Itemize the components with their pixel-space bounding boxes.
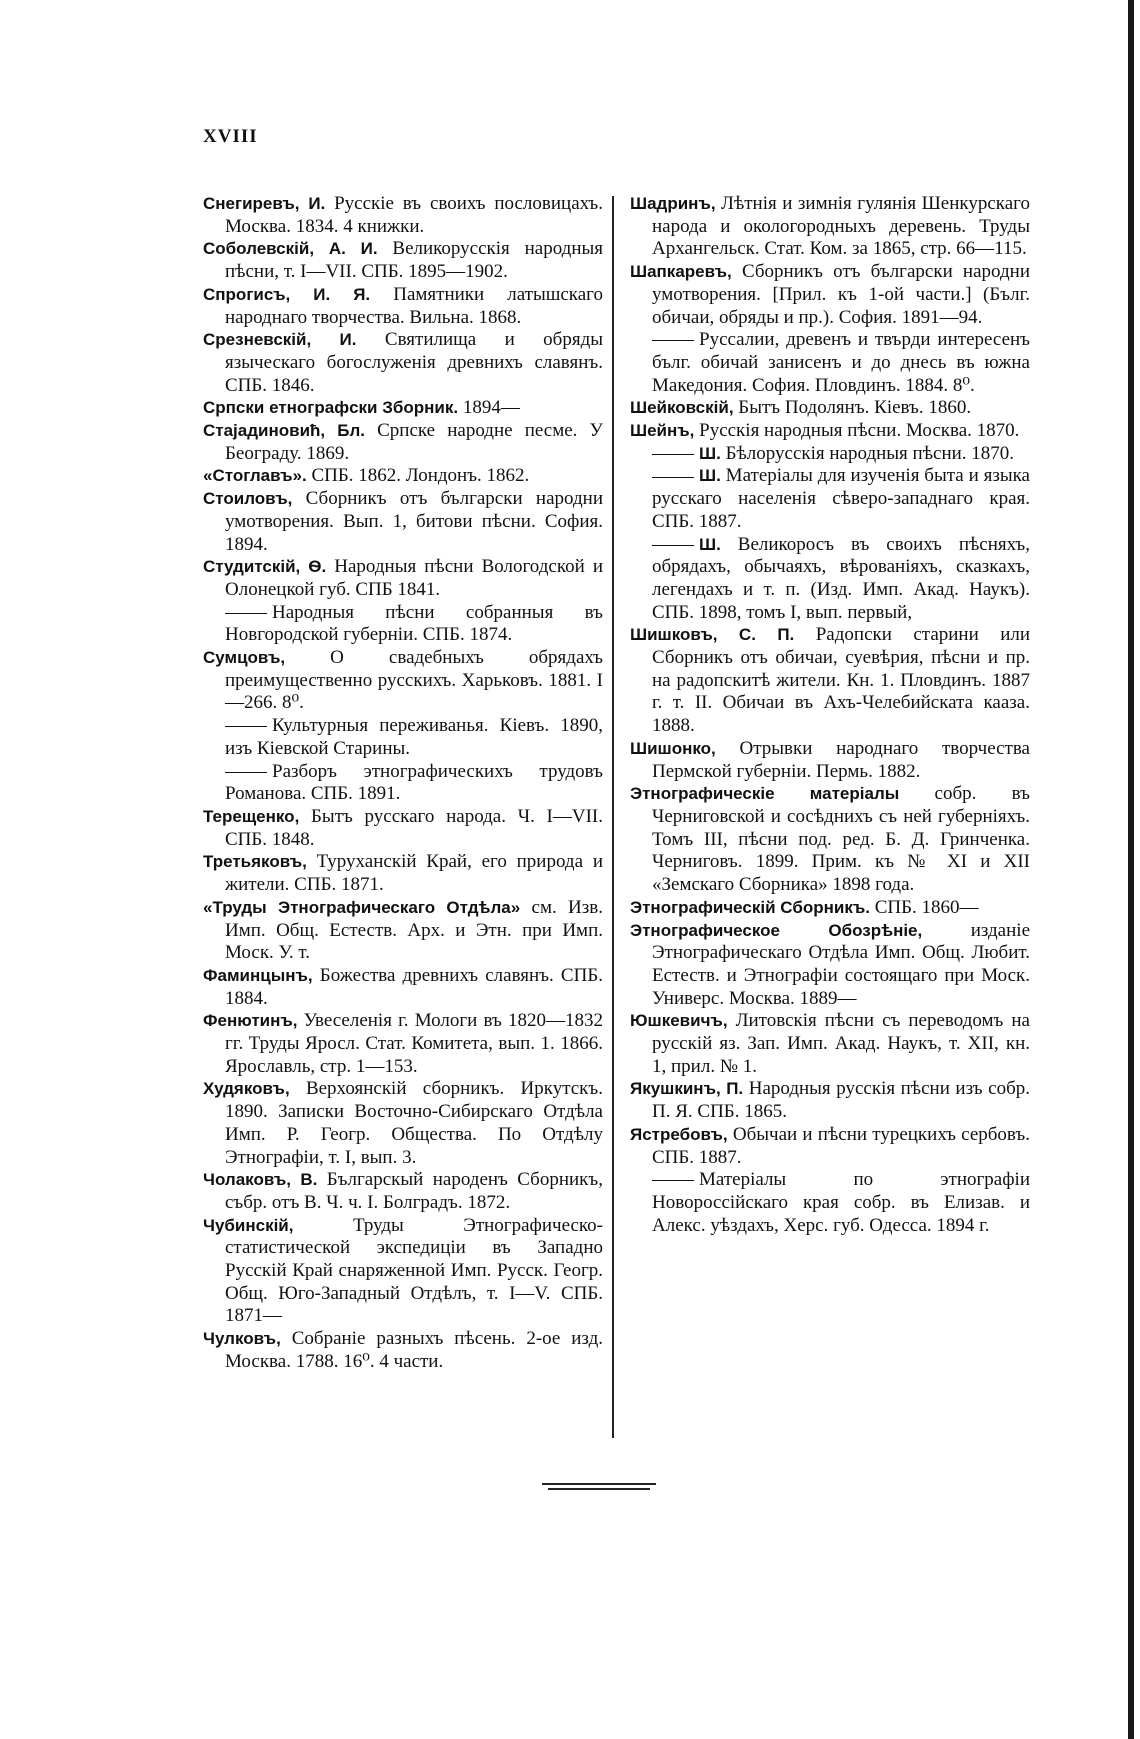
entry-author: Фаминцынъ, [203, 965, 313, 985]
right-column [630, 193, 1030, 1237]
repeat-author-dash [225, 613, 267, 614]
bibliography-entry [203, 465, 603, 488]
entry-text: Великорусскія народныя пѣсни, т. I—VII. СПБ. 1895—1902. [225, 238, 603, 283]
bibliography-entry [630, 783, 1030, 897]
entry-text: Сборникъ отъ български народни умотворения. Вып. 1, битови пѣсни. София. 1894. [225, 488, 603, 555]
entry-author: Ш. [699, 443, 721, 463]
entry-text: Српске народне песме. У Београду. 1869. [225, 420, 604, 464]
entry-author: Срезневскій, И. [203, 330, 357, 350]
bibliography-entry [630, 329, 1030, 397]
entry-text: СПБ. 1862. Лондонъ. 1862. [306, 465, 530, 487]
bibliography-entry [630, 738, 1030, 783]
entry-author: Шейковскій, [630, 398, 734, 418]
entry-author: «Стоглавъ». [203, 466, 307, 486]
bibliography-entry [203, 193, 603, 238]
entry-text: Бытъ русскаго народа. Ч. I—VII. СПБ. 1848. [225, 805, 603, 850]
entry-author: Ш. [699, 466, 721, 486]
entry-text: Русскія народныя пѣсни. Москва. 1870. [694, 420, 1020, 442]
entry-author: Стоиловъ, [203, 489, 293, 509]
repeat-author-dash [652, 545, 694, 546]
entry-text: Отрывки народнаго творчества Пермской губерніи. Пермь. 1882. [652, 737, 1030, 782]
entry-text: Литовскія пѣсни съ переводомъ на русскій яз. Зап. Имп. Акад. Наукъ, т. XII, кн. 1, прил. № 1. [652, 1010, 1030, 1077]
entry-text: Культурныя переживанья. Кіевъ. 1890, изъ Кіевской Старины. [225, 715, 603, 759]
entry-author: Третьяковъ, [203, 852, 307, 872]
bibliography-entry [203, 761, 603, 806]
bibliography-entry [203, 1078, 603, 1169]
entry-author: Якушкинъ, П. [630, 1079, 744, 1099]
entry-author: Этнографическіе матеріалы [630, 784, 900, 804]
bibliography-entry [203, 238, 603, 283]
entry-text: Туруханскій Край, его природа и жители. СПБ. 1871. [225, 851, 603, 896]
repeat-author-dash [652, 1180, 694, 1181]
bibliography-entry [203, 488, 603, 556]
entry-author: Соболевскій, А. И. [203, 239, 378, 259]
entry-text: Русскіе въ своихъ пословицахъ. Москва. 1834. 4 книжки. [225, 193, 603, 237]
entry-author: Шапкаревъ, [630, 262, 732, 282]
entry-text: Обычаи и пѣсни турецкихъ сербовъ. СПБ. 1887. [652, 1123, 1030, 1168]
bibliography-entry [203, 556, 603, 601]
entry-text: Руссалии, древенъ и твърди интересенъ бълг. обичай занисенъ и до днесь въ южна Македония. София. Пловдинъ. 1884. 8⁰. [652, 329, 1030, 396]
bibliography-entry [203, 715, 603, 760]
entry-author: Этнографическое Обозрѣніе, [630, 920, 923, 940]
bibliography-entry [203, 284, 603, 329]
entry-author: Шейнъ, [630, 421, 695, 441]
column-divider [612, 196, 614, 1438]
repeat-author-dash [652, 477, 694, 478]
bibliography-entry [203, 329, 603, 397]
bibliography-entry [630, 897, 1030, 920]
bibliography-entry [630, 920, 1030, 1011]
bibliography-entry [203, 397, 603, 420]
entry-author: Юшкевичъ, [630, 1011, 728, 1031]
repeat-author-dash [652, 454, 694, 455]
entry-text: Лѣтнія и зимнія гулянія Шенкурскаго народа и окологородныхъ деревень. Труды Архангельск. Стат. Ком. за 1865, стр. 66—115. [652, 193, 1030, 260]
entry-text: Матеріалы для изученія быта и языка русскаго населенія сѣверо-западнаго края. СПБ. 1887. [652, 465, 1030, 532]
bibliography-entry [630, 443, 1030, 466]
entry-author: Студитскій, Ѳ. [203, 557, 327, 577]
bibliography-entry [630, 261, 1030, 329]
entry-text: см. Изв. Имп. Общ. Естеств. Арх. и Этн. при Имп. Моск. У. т. [225, 896, 604, 964]
page-number: XVIII [203, 126, 258, 147]
bibliography-entry [630, 397, 1030, 420]
repeat-author-dash [225, 726, 267, 727]
entry-text: Верхоянскій сборникъ. Иркутскъ. 1890. Записки Восточно-Сибирскаго Отдѣла Имп. Р. Геогр. Общества. По Отдѣлу Этнографіи, т. I, вып. 3. [225, 1078, 603, 1168]
entry-text: Българскый народенъ Сборникъ, събр. отъ В. Ч. ч. I. Болградъ. 1872. [225, 1169, 603, 1213]
entry-author: Ястребовъ, [630, 1124, 728, 1144]
entry-text: Увеселенія г. Мологи въ 1820—1832 гг. Труды Яросл. Стат. Комитета, вып. 1. 1866. Ярославль, стр. 1—153. [225, 1010, 603, 1077]
entry-text: Народныя русскія пѣсни изъ собр. П. Я. СПБ. 1865. [652, 1078, 1031, 1123]
entry-author: Чубинскій, [203, 1215, 294, 1235]
entry-author: «Труды Этнографическаго Отдѣла» [203, 897, 521, 917]
entry-text: 1894— [458, 397, 520, 419]
entry-author: Снегиревъ, И. [203, 194, 326, 213]
entry-author: Шадринъ, [630, 194, 716, 213]
entry-text: Труды Этнографическо-статистической экспедиціи въ Западно Русскій Край снаряженной Имп. Русск. Геогр. Общ. Юго-Западный Отдѣлъ, т. I—V. СПБ. 1871— [225, 1214, 603, 1327]
repeat-author-dash [225, 772, 267, 773]
entry-text: изданіе Этнографическаго Отдѣла Имп. Общ. Любит. Естеств. и Этнографіи состоящаго при Моск. Универс. Москва. 1889— [652, 919, 1030, 1009]
entry-text: О свадебныхъ обрядахъ преимущественно русскихъ. Харьковъ. 1881. I—266. 8⁰. [225, 647, 603, 714]
entry-text: Святилища и обряды языческаго богослуженія древнихъ славянъ. СПБ. 1846. [225, 329, 604, 396]
entry-author: Шишонко, [630, 738, 716, 758]
left-column [203, 193, 603, 1374]
bibliography-entry [203, 420, 603, 465]
bibliography-entry [203, 647, 603, 715]
entry-author: Спрогисъ, И. Я. [203, 284, 371, 304]
entry-author: Ш. [699, 534, 721, 554]
bibliography-entry [630, 193, 1030, 261]
entry-author: Худяковъ, [203, 1079, 290, 1099]
bibliography-entry [630, 465, 1030, 533]
entry-text: Великоросъ въ своихъ пѣсняхъ, обрядахъ, обычаяхъ, вѣрованіяхъ, сказкахъ, легендахъ и т. п. (Изд. Имп. Акад. Наукъ). СПБ. 1898, томъ I, вып. первый, [652, 533, 1030, 623]
entry-text: Бытъ Подолянъ. Кіевъ. 1860. [733, 397, 972, 419]
bibliography-entry [630, 1124, 1030, 1169]
entry-text: Разборъ этнографическихъ трудовъ Романова. СПБ. 1891. [225, 760, 603, 805]
repeat-author-dash [652, 340, 694, 341]
bibliography-entry [203, 1215, 603, 1329]
bibliography-entry [203, 1010, 603, 1078]
entry-author: Стајадиновић, Бл. [203, 421, 365, 441]
entry-text: Народныя пѣсни Вологодской и Олонецкой губ. СПБ 1841. [225, 556, 603, 600]
bibliography-entry [203, 806, 603, 851]
bibliography-entry [203, 1328, 603, 1373]
entry-author: Шишковъ, С. П. [630, 625, 795, 645]
end-rule [542, 1483, 656, 1485]
entry-author: Чолаковъ, В. [203, 1170, 318, 1190]
entry-text: Радопски старини или Сборникъ отъ обичаи, суевѣрия, пѣсни и пр. на радопскитѣ жители. Кн. 1. Пловдинъ. 1887 г. т. II. Обичаи въ Ахъ-Челебийската кааза. 1888. [652, 624, 1031, 737]
bibliography-entry [630, 420, 1030, 443]
entry-text: Божества древнихъ славянъ. СПБ. 1884. [225, 964, 603, 1009]
entry-text: Матеріалы по этнографіи Новороссійскаго края собр. въ Елизав. и Алекс. уѣздахъ, Херс. губ. Одесса. 1894 г. [652, 1169, 1030, 1236]
entry-author: Чулковъ, [203, 1329, 281, 1349]
entry-text: СПБ. 1860— [869, 896, 979, 918]
entry-author: Српски етнографски Зборник. [203, 398, 459, 418]
bibliography-entry [630, 534, 1030, 625]
entry-text: Собраніе разныхъ пѣсень. 2-ое изд. Москва. 1788. 16⁰. 4 части. [225, 1328, 603, 1372]
entry-text: Бѣлорусскія народныя пѣсни. 1870. [720, 442, 1015, 464]
page-edge-shadow [1128, 0, 1134, 1739]
bibliography-entry [203, 897, 603, 965]
entry-author: Терещенко, [203, 806, 300, 826]
bibliography-entry [630, 624, 1030, 738]
entry-text: Памятники латышскаго народнаго творчества. Вильна. 1868. [225, 283, 603, 328]
bibliography-entry [203, 965, 603, 1010]
bibliography-entry [203, 851, 603, 896]
bibliography-entry [203, 1169, 603, 1214]
entry-text: Сборникъ отъ български народни умотворения. [Прил. къ 1-ой части.] (Бълг. обичаи, обряды и пр.). София. 1891—94. [652, 261, 1030, 328]
bibliography-entry [630, 1078, 1030, 1123]
end-rule-second [548, 1488, 650, 1490]
bibliography-entry [630, 1169, 1030, 1237]
entry-text: собр. въ Черниговской и сосѣднихъ съ ней губерніяхъ. Томъ III, пѣсни под. ред. Б. Д. Гринченка. Черниговъ. 1899. Прим. къ № XI и XII «Земскаго Сборника» 1898 года. [652, 783, 1030, 896]
entry-text: Народныя пѣсни собранныя въ Новгородской губерніи. СПБ. 1874. [225, 601, 603, 646]
entry-author: Сумцовъ, [203, 648, 286, 668]
entry-author: Этнографическій Сборникъ. [630, 897, 870, 917]
bibliography-entry [203, 602, 603, 647]
bibliography-entry [630, 1010, 1030, 1078]
entry-author: Фенютинъ, [203, 1011, 298, 1031]
